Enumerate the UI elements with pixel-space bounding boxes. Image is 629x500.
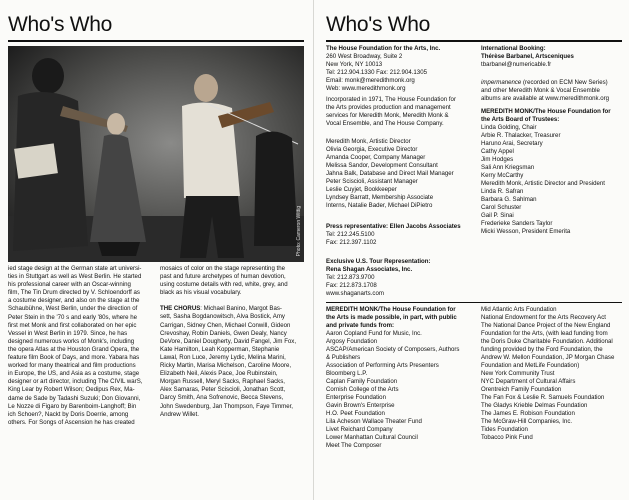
board-member: Micki Wesson, President Emerita — [481, 228, 571, 235]
funder-item: Enterprise Foundation — [326, 394, 386, 401]
board-member: Meredith Monk, Artistic Director and President — [481, 180, 605, 187]
staff-item: Olivia Georgia, Executive Director — [326, 146, 418, 153]
funder-item: H.O. Peet Foundation — [326, 410, 385, 417]
phone-line: Tel: 212.904.1330 Fax: 212.904.1305 — [326, 69, 427, 76]
chorus-line: Elizabeth Neil, Alexis Pace, Joe Rubinstein, — [160, 370, 278, 378]
bio-column — [8, 265, 154, 427]
press-line: Tel: 212.245.5100 — [326, 231, 375, 238]
board-heading: MEREDITH MONK/The House Foundation for — [481, 108, 611, 115]
bio-line: ied stage design at the German state art universi- — [8, 265, 142, 272]
tour-info — [326, 258, 476, 298]
tour-line: Tel: 212.873.9700 — [326, 274, 375, 281]
chorus-line: Ricky Martin, Marisa Michelson, Caroline Moore, — [160, 362, 292, 370]
bio-line: ich Schoen?, Nackt by Doris Doerrie, among — [8, 410, 129, 418]
bio-line: in Europe, the US, and Asia as a costume, stage — [8, 370, 140, 378]
bio-line: others. For Songs of Ascension he has created — [8, 418, 135, 426]
bio-line: mosaics of color on the stage representing the — [160, 265, 285, 272]
tour-line: www.shaganarts.com — [326, 290, 384, 297]
chorus-line: Morgan Russell, Meryl Sacks, Raphael Sacks, — [160, 378, 285, 386]
board-member: Haruno Arai, Secretary — [481, 140, 543, 147]
booking-email: tbarbanel@numericable.fr — [481, 61, 552, 68]
board-member: Cathy Appel — [481, 148, 514, 155]
chorus-line: Lawal, Ron Luce, Jeremy Lydic, Melina Marini, — [160, 353, 286, 361]
funder-item: Livet Reichard Company — [326, 426, 393, 433]
booking-info — [481, 45, 627, 69]
staff-item: Melissa Sandor, Development Consultant — [326, 162, 438, 169]
funder-item: Tobacco Pink Fund — [481, 434, 533, 441]
album-note: (recorded on ECM New Series) — [521, 79, 608, 86]
bio-line: designed numerous works of Monk's, including — [8, 337, 135, 345]
funder-item: Argosy Foundation — [326, 338, 378, 345]
staff-item: Interns, Natalie Bader, Michael DiPietro — [326, 202, 433, 209]
board-list — [481, 108, 627, 236]
chorus-line: Carrigan, Sidney Chen, Michael Conwill, Gideon — [160, 321, 291, 329]
bio-line: past and future archetypes of human devotion, — [160, 273, 286, 281]
bio-line: Vessel in West Berlin in 1979. Since, he has — [8, 329, 128, 337]
bio-line: first met Monk and first collaborated on her epic — [8, 321, 137, 329]
page-title: Who's Who — [326, 13, 431, 36]
web-line: Web: www.meredithmonk.org — [326, 85, 406, 92]
staff-item: Meredith Monk, Artistic Director — [326, 138, 411, 145]
albums-info — [481, 79, 627, 103]
bio-line: using costume details with red, white, grey, and — [160, 281, 288, 289]
funder-item: NYC Department of Cultural Affairs — [481, 378, 576, 385]
bio-line: film, The Tin Drum directed by V. Schloendorff as — [8, 289, 140, 297]
staff-item: Amanda Cooper, Company Manager — [326, 154, 426, 161]
bio-line: ties in Stuttgart as well as West Berlin. He started — [8, 273, 142, 281]
bio-line: his professional career with an Oscar-winning — [8, 281, 131, 289]
board-member: Frederieke Sanders Taylor — [481, 220, 553, 227]
title-rule — [326, 40, 622, 42]
funders-heading: and private funds from: — [326, 322, 395, 329]
funder-item: Mid Atlantic Arts Foundation — [481, 306, 557, 313]
funder-item: The McGraw-Hill Companies, Inc. — [481, 418, 573, 425]
board-member: Linda R. Safran — [481, 188, 524, 195]
board-member: Linda Golding, Chair — [481, 124, 537, 131]
board-member: Kerry McCarthy — [481, 172, 524, 179]
incorporated-text — [326, 96, 476, 128]
album-line: albums are available at www.meredithmonk.org — [481, 95, 610, 102]
staff-item: Lyndsey Barratt, Membership Associate — [326, 194, 434, 201]
funder-item: National Endowment for the Arts Recovery Act — [481, 314, 606, 321]
funders-column-2 — [481, 306, 627, 442]
staff-item: Peter Sciscioli, Assistant Manager — [326, 178, 418, 185]
chorus-line: Andrew Willet. — [160, 410, 199, 418]
bio-line: Le Nozze di Figaro by Barenboim-Langhoff; Bin — [8, 402, 137, 410]
board-member: Sali Ann Kriegsman — [481, 164, 535, 171]
photo-credit: Photo: Cameron Wittig — [296, 205, 302, 256]
tour-agency: Rena Shagan Associates, Inc. — [326, 266, 413, 273]
funders-heading: MEREDITH MONK/The House Foundation for — [326, 306, 456, 313]
title-rule — [8, 40, 304, 42]
funders-column-1 — [326, 306, 476, 450]
album-title: impermanence — [481, 79, 522, 86]
funder-item: & Publishers — [326, 354, 361, 361]
board-member: Barbara G. Sahlman — [481, 196, 537, 203]
album-line: and other Meredith Monk & Vocal Ensemble — [481, 87, 600, 94]
bio-line: the opera Atlas at the Houston Grand Opera, the — [8, 345, 140, 353]
text-line: Incorporated in 1971, The House Foundation for — [326, 96, 456, 103]
booking-heading: International Booking: — [481, 45, 546, 52]
funder-item: The Gladys Krieble Delmas Foundation — [481, 402, 588, 409]
email-line: Email: monk@meredithmonk.org — [326, 77, 415, 84]
chorus-line: Alex Samaras, Peter Sciscioli, Jonathan Scott, — [160, 386, 286, 394]
funder-item: Orentreich Family Foundation — [481, 386, 562, 393]
funder-item: Meet The Composer — [326, 442, 382, 449]
press-line: Fax: 212.397.1102 — [326, 239, 377, 246]
staff-list — [326, 138, 476, 210]
tour-line: Fax: 212.873.1708 — [326, 282, 377, 289]
funder-item: New York Community Trust — [481, 370, 555, 377]
funder-item: Tides Foundation — [481, 426, 528, 433]
board-member: Arbie R. Thalacker, Treasurer — [481, 132, 561, 139]
funder-item: The National Dance Project of the New England — [481, 322, 611, 329]
performance-photo — [8, 46, 304, 262]
bio-line: worked for many theatrical and film productions — [8, 362, 136, 370]
funder-item: Lila Acheson Wallace Theater Fund — [326, 418, 422, 425]
board-heading: the Arts Board of Trustees: — [481, 116, 560, 123]
right-page — [314, 0, 629, 500]
press-info — [326, 223, 476, 247]
tour-heading: Exclusive U.S. Tour Representation: — [326, 258, 431, 265]
left-page — [0, 0, 314, 500]
foundation-info — [326, 45, 476, 93]
address-line: 260 West Broadway, Suite 2 — [326, 53, 403, 60]
funder-item: Andrew W. Mellon Foundation, JP Morgan Chase — [481, 354, 615, 361]
staff-item: Jahna Balk, Database and Direct Mail Manager — [326, 170, 454, 177]
bio-line: feature film Book of Days, and more. Yabara has — [8, 354, 140, 362]
bio-line: a costume designer, and also on the stage at the — [8, 297, 140, 305]
foundation-name: The House Foundation for the Arts, Inc. — [326, 45, 441, 52]
bio-line: black as his visual vocabulary. — [160, 289, 242, 297]
performers-image — [8, 46, 304, 262]
funder-item: Cornish College of the Arts — [326, 386, 399, 393]
chorus-line: Crevoshay, Robin Daniels, Gwen Dealy, Nancy — [160, 329, 287, 337]
funder-item: The James E. Robison Foundation — [481, 410, 575, 417]
section-divider — [326, 302, 622, 303]
board-member: Carol Schuster — [481, 204, 522, 211]
funder-item: Lower Manhattan Cultural Council — [326, 434, 418, 441]
chorus-line: Kate Hamilton, Leah Kopperman, Stephanie — [160, 345, 280, 353]
chorus-line: DeVore, Daniel Dougherty, David Fangel, Jim Fox, — [160, 337, 297, 345]
funder-item: funding provided by the Ford Foundation, the — [481, 346, 603, 353]
bio-line: dame de Sade by Tadashi Suzuki; Don Giovanni, — [8, 394, 141, 402]
chorus-line: Darcy Smith, Ana Sofrenovic, Becca Stevens, — [160, 394, 284, 402]
board-member: Gail P. Sinai — [481, 212, 514, 219]
funder-item: the Doris Duke Charitable Foundation. Additional — [481, 338, 613, 345]
text-line: the Arts provides production and management — [326, 104, 451, 111]
bio-line: Schaubühne, West Berlin, under the direction of — [8, 305, 138, 313]
funder-item: Foundation for the Arts, (with lead funding from — [481, 330, 608, 337]
text-line: Vocal Ensemble, and The House Company. — [326, 120, 444, 127]
funder-item: Gavin Brown's Enterprise — [326, 402, 395, 409]
bio-line: designer or art director, including The CIVIL warS, — [8, 378, 143, 386]
funder-item: The Fan Fox & Leslie R. Samuels Foundation — [481, 394, 605, 401]
bio-line: Peter Stein in the '70 s and early '80s, where he — [8, 313, 138, 321]
booking-agency: Thérèse Barbanel, Artsceniques — [481, 53, 574, 60]
address-line: New York, NY 10013 — [326, 61, 383, 68]
chorus-line: : Michael Banino, Margot Bas- — [200, 305, 282, 313]
staff-item: Leslie Cuyjet, Bookkeeper — [326, 186, 397, 193]
text-line: services for Meredith Monk, Meredith Monk & — [326, 112, 449, 119]
bio-line: King Lear by Robert Wilson; Oedipus Rex, Ma- — [8, 386, 135, 394]
funder-item: Association of Performing Arts Presenters — [326, 362, 439, 369]
page-title: Who's Who — [8, 13, 113, 36]
funders-heading: the Arts is made possible, in part, with public — [326, 314, 457, 321]
funder-item: Bloomberg L.P. — [326, 370, 368, 377]
funder-item: Caplan Family Foundation — [326, 378, 398, 385]
chorus-column — [160, 265, 308, 419]
funder-item: ASCAP/American Society of Composers, Authors — [326, 346, 460, 353]
press-heading: Press representative: Ellen Jacobs Associates — [326, 223, 461, 230]
funder-item: Foundation and MetLife Foundation) — [481, 362, 580, 369]
chorus-label: THE CHORUS — [160, 305, 201, 313]
funder-item: Aaron Copland Fund for Music, Inc. — [326, 330, 422, 337]
chorus-line: sett, Sasha Bogdanowitsch, Alva Bostick, Amy — [160, 313, 285, 321]
chorus-line: John Swedenburg, Jan Thompson, Faye Timmer, — [160, 402, 294, 410]
board-member: Jim Hodges — [481, 156, 514, 163]
